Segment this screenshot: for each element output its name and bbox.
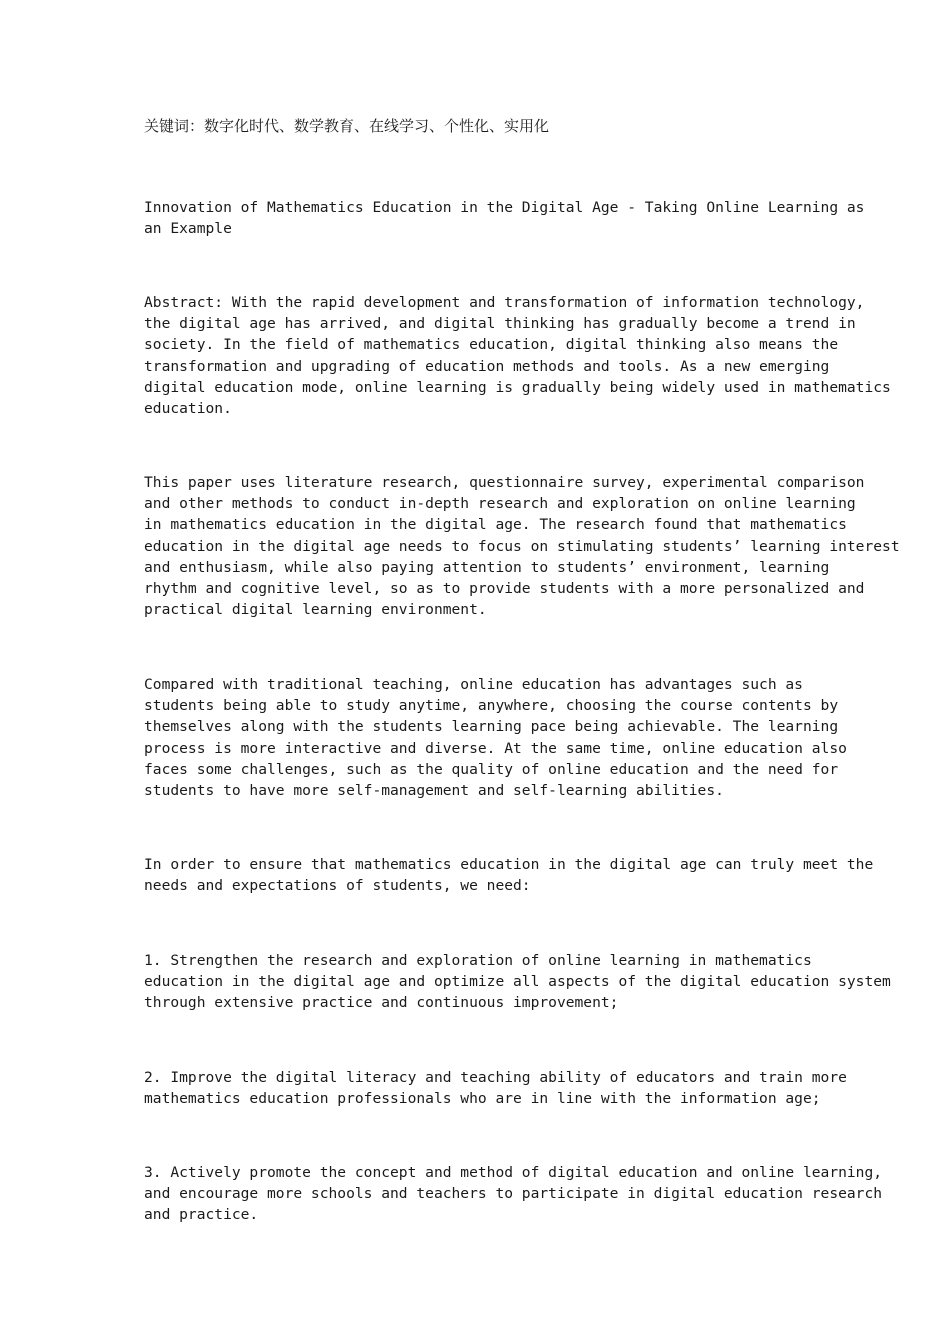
abstract-paragraph: Abstract: With the rapid development and transformation of information technology, the digital age has arrived, and digital thinking has gradually become a trend in society. In the field of mathematics education, digital thinking also means the transformation and upgrading of education methods and tools. As a new emerging digital education mode, online learning is gradually being widely used in mathematics education. [144, 294, 891, 418]
english-title: Innovation of Mathematics Education in the Digital Age - Taking Online Learning as an Example [144, 199, 865, 238]
list-item-2: 2. Improve the digital literacy and teaching ability of educators and train more mathematics education professionals who are in line with the information age; [144, 1069, 847, 1108]
list-item-3: 3. Actively promote the concept and method of digital education and online learning, and encourage more schools and teachers to participate in digital education research and practice. [144, 1164, 883, 1224]
needs-paragraph: In order to ensure that mathematics education in the digital age can truly meet the needs and expectations of students, we need: [144, 856, 874, 895]
methods-paragraph: This paper uses literature research, questionnaire survey, experimental comparison and other methods to conduct in-depth research and exploration on online learning in mathematics education in the digital age. The research found that mathematics education in the digital age needs to focus on stimulating students’ learning interest and enthusiasm, while also paying attention to students’ environment, learning rhythm and cognitive level, so as to provide students with a more personalized and practical digital learning environment. [144, 474, 900, 619]
list-item-1: 1. Strengthen the research and exploration of online learning in mathematics education in the digital age and optimize all aspects of the digital education system through extensive practice and continuous improvement; [144, 952, 891, 1012]
comparison-paragraph: Compared with traditional teaching, online education has advantages such as students being able to study anytime, anywhere, choosing the course contents by themselves along with the students learning pace being achievable. The learning process is more interactive and diverse. At the same time, online education also faces some challenges, such as the quality of online education and the need for students to have more self-management and self-learning abilities. [144, 676, 847, 800]
keywords-line: 关键词：数字化时代、数学教育、在线学习、个性化、实用化 [144, 117, 550, 135]
